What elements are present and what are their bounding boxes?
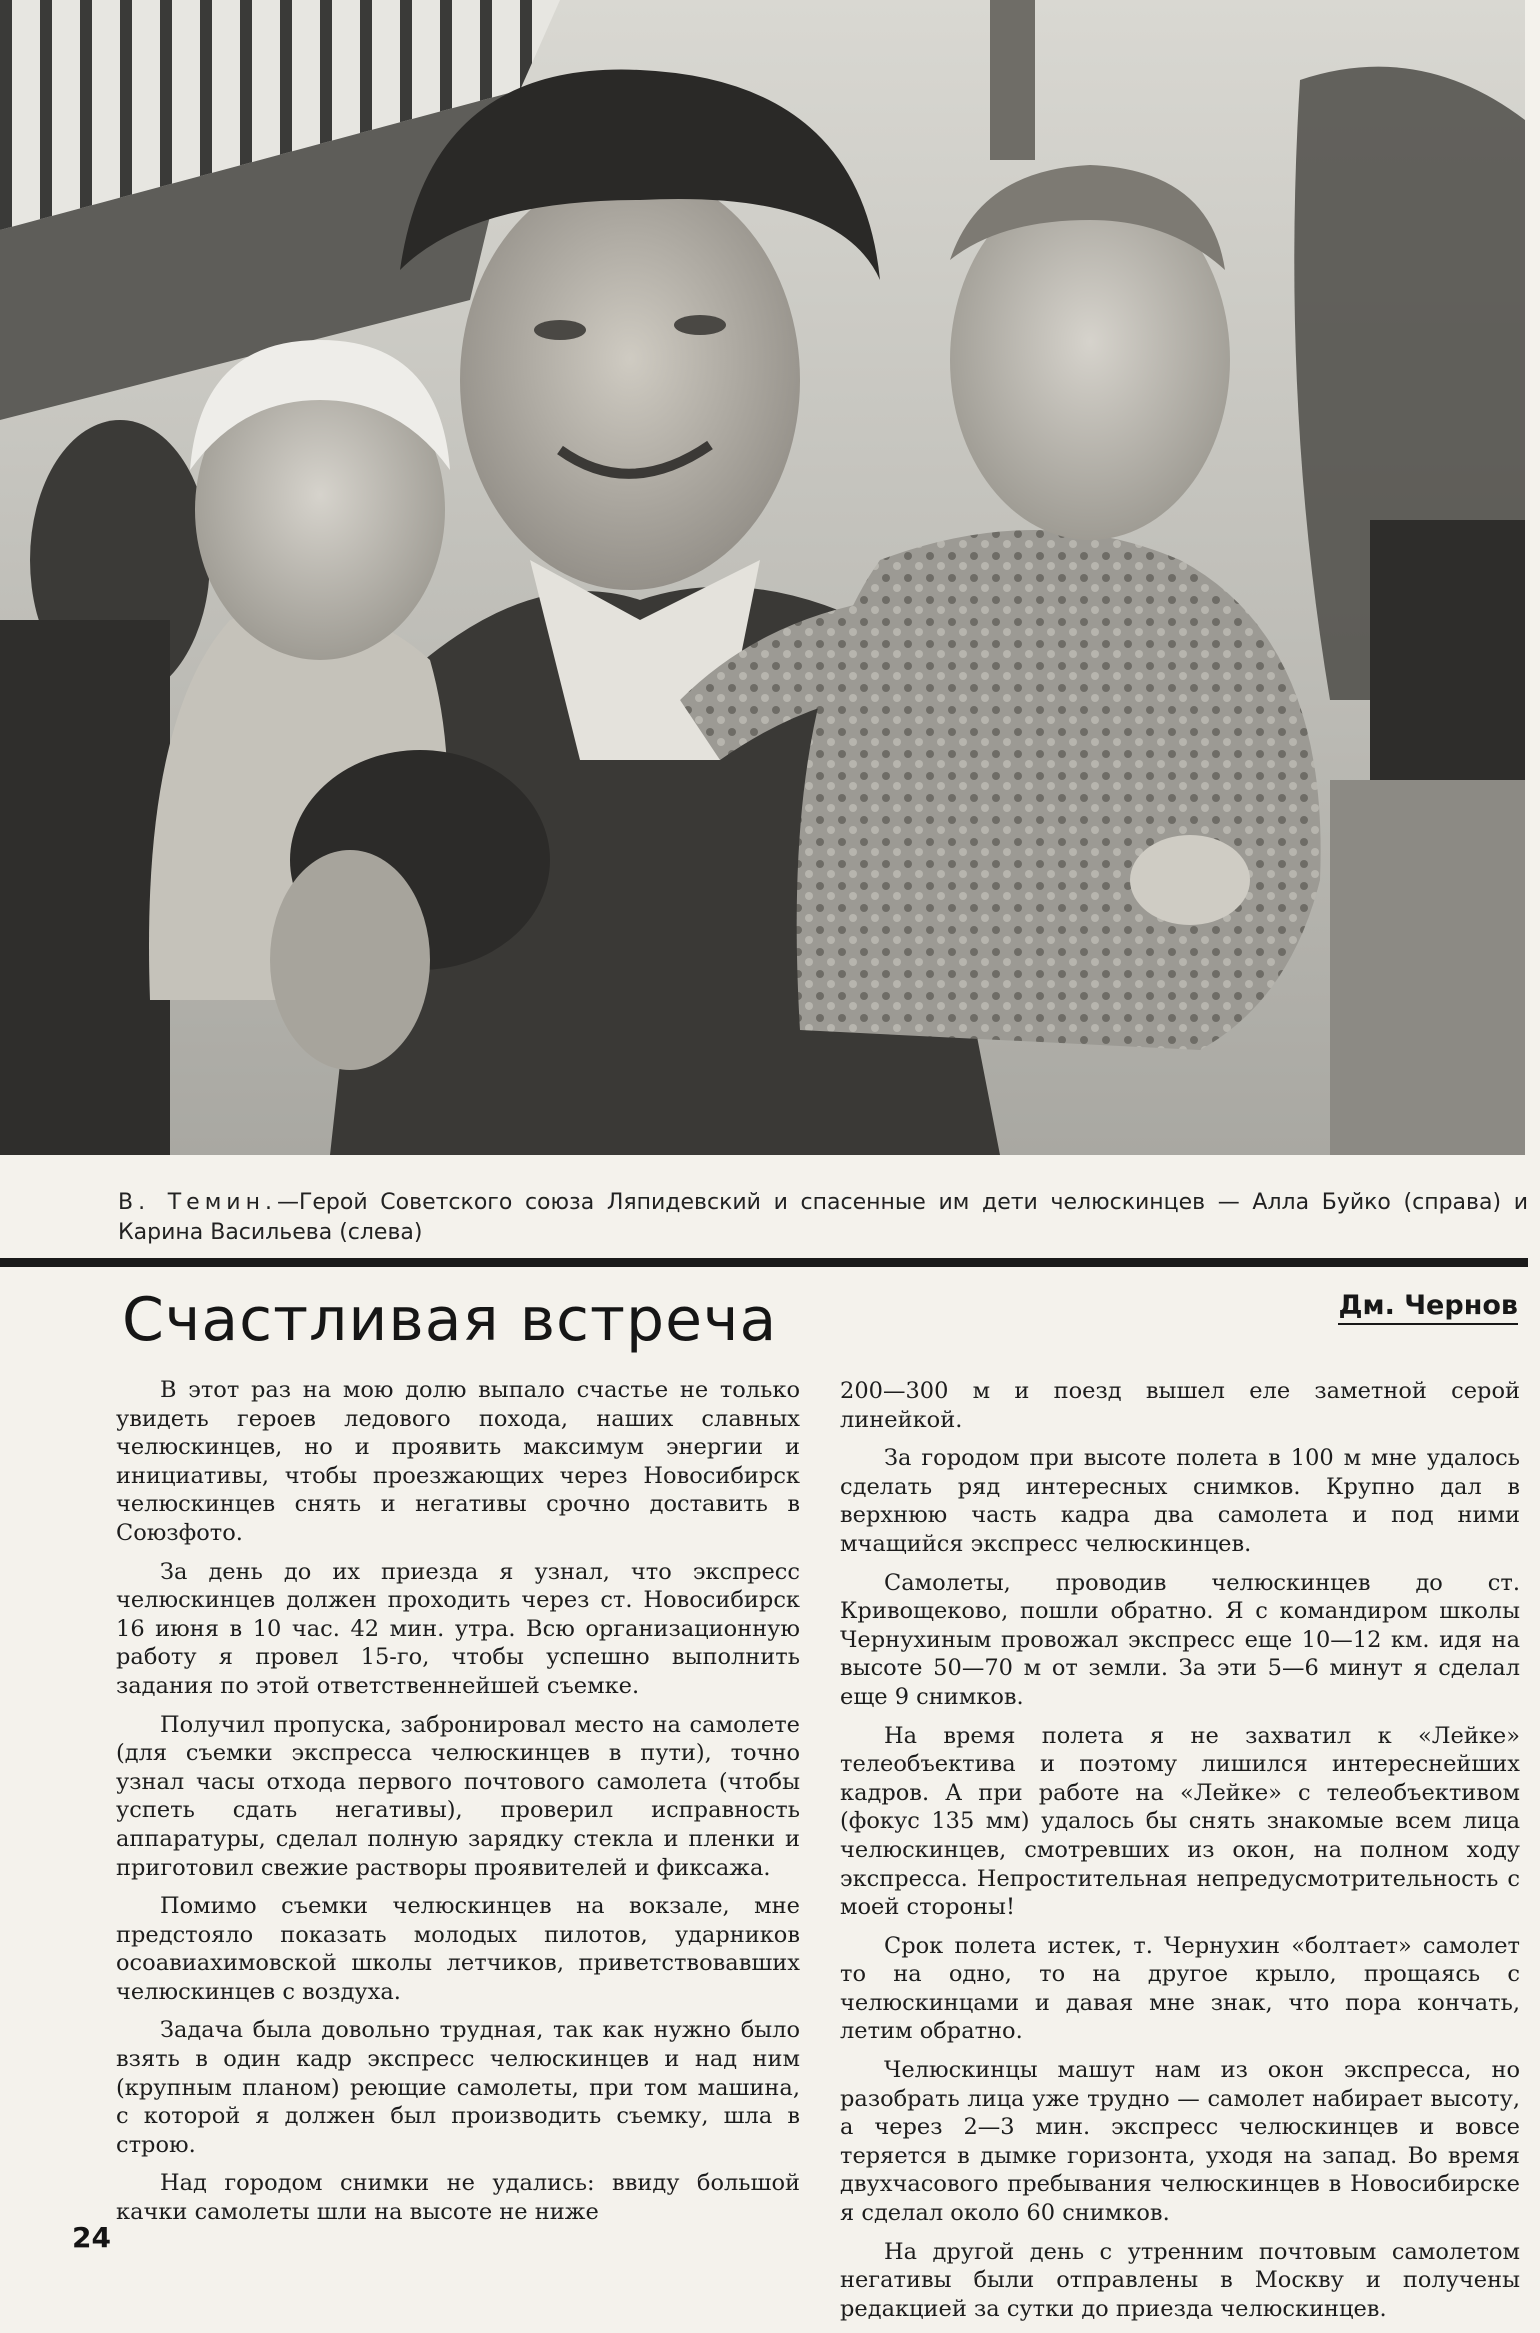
caption-text: —Герой Советского союза Ляпидевский и спасенные им дети челюскинцев — Алла Буйко (справа) и Карина Васильева (слева) — [118, 1190, 1528, 1245]
paragraph: Самолеты, проводив челюскинцев до ст. Кривощеково, пошли обратно. Я с командиром школы Чернухиным провожал экспресс еще 10—12 км. идя на высоте 50—70 м от земли. За эти 5—6 минут я сделал еще 9 снимков. — [840, 1569, 1520, 1710]
paragraph: Помимо съемки челюскинцев на вокзале, мне предстояло показать молодых пилотов, ударников осоавиахимовской школы летчиков, приветствовавших челюскинцев с воздуха. — [116, 1893, 800, 2005]
article-headline: Счастливая встреча — [122, 1285, 778, 1355]
photo-caption — [118, 1188, 1528, 1248]
paragraph: За городом при высоте полета в 100 м мне удалось сделать ряд интересных снимков. Крупно дал в верхнюю часть кадра два самолета и под ними мчащийся экспресс челюскинцев. — [840, 1445, 1520, 1557]
photo-illustration — [0, 0, 1525, 1155]
photograph — [0, 0, 1525, 1155]
section-divider — [0, 1258, 1528, 1267]
caption-author: В. Темин. — [118, 1190, 277, 1215]
paragraph: На другой день с утренним почтовым самолетом негативы были отправлены в Москву и получены редакцией за сутки до приезда челюскинцев. — [840, 2238, 1520, 2322]
paragraph: На время полета я не захватил к «Лейке» телеобъектива и поэтому лишился интереснейших кадров. А при работе на «Лейке» с телеобъективом (фокус 135 мм) удалось бы снять знакомые всем лица челюскинцев, смотревших из окон, на полном ходу экспресса. Непростительная непредусмотрительность с моей стороны! — [840, 1722, 1520, 1921]
paragraph-continued: 200—300 м и поезд вышел еле заметной серой линейкой. — [840, 1378, 1520, 1433]
page-number: 24 — [72, 2221, 111, 2254]
paragraph: За день до их приезда я узнал, что экспресс челюскинцев должен проходить через ст. Новосибирск 16 июня в 10 час. 42 мин. утра. Всю организационную работу я провел 15-го, чтобы успешно выполнить задания по этой ответственнейшей съемке. — [116, 1558, 800, 1699]
paragraph: Над городом снимки не удались: ввиду большой качки самолеты шли на высоте не ниже — [116, 2170, 800, 2226]
paragraph: Срок полета истек, т. Чернухин «болтает» самолет то на одно, то на другое крыло, прощаясь с челюскинцами и давая мне знак, что пора кончать, летим обратно. — [840, 1932, 1520, 2045]
paragraph: Получил пропуска, забронировал место на самолете (для съемки экспресса челюскинцев в пути), точно узнал часы отхода первого почтового самолета (чтобы успеть сдать негативы), проверил исправность аппаратуры, сделал полную зарядку стекла и пленки и приготовил свежие растворы проявителей и фиксажа. — [116, 1711, 800, 1881]
paragraph: В этот раз на мою долю выпало счастье не только увидеть героев ледового похода, наших славных челюскинцев, но и проявить максимум энергии и инициативы, чтобы проезжающих через Новосибирск челюскинцев снять и негативы срочно доставить в Союзфото. — [116, 1377, 800, 1546]
article-byline: Дм. Чернов — [1338, 1290, 1518, 1325]
article-left-column — [116, 1376, 800, 2237]
paragraph: Челюскинцы машут нам из окон экспресса, но разобрать лица уже трудно — самолет набирает высоту, а через 2—3 мин. экспресс челюскинцев и вовсе теряется в дымке горизонта, уходя на запад. Во время двухчасового пребывания челюскинцев в Новосибирске я сделал около 60 снимков. — [840, 2057, 1520, 2227]
article-right-column — [840, 1377, 1520, 2333]
paragraph: Задача была довольно трудная, так как нужно было взять в один кадр экспресс челюскинцев и над ним (крупным планом) реющие самолеты, при том машина, с которой я должен был производить съемку, шла в строю. — [116, 2017, 800, 2158]
